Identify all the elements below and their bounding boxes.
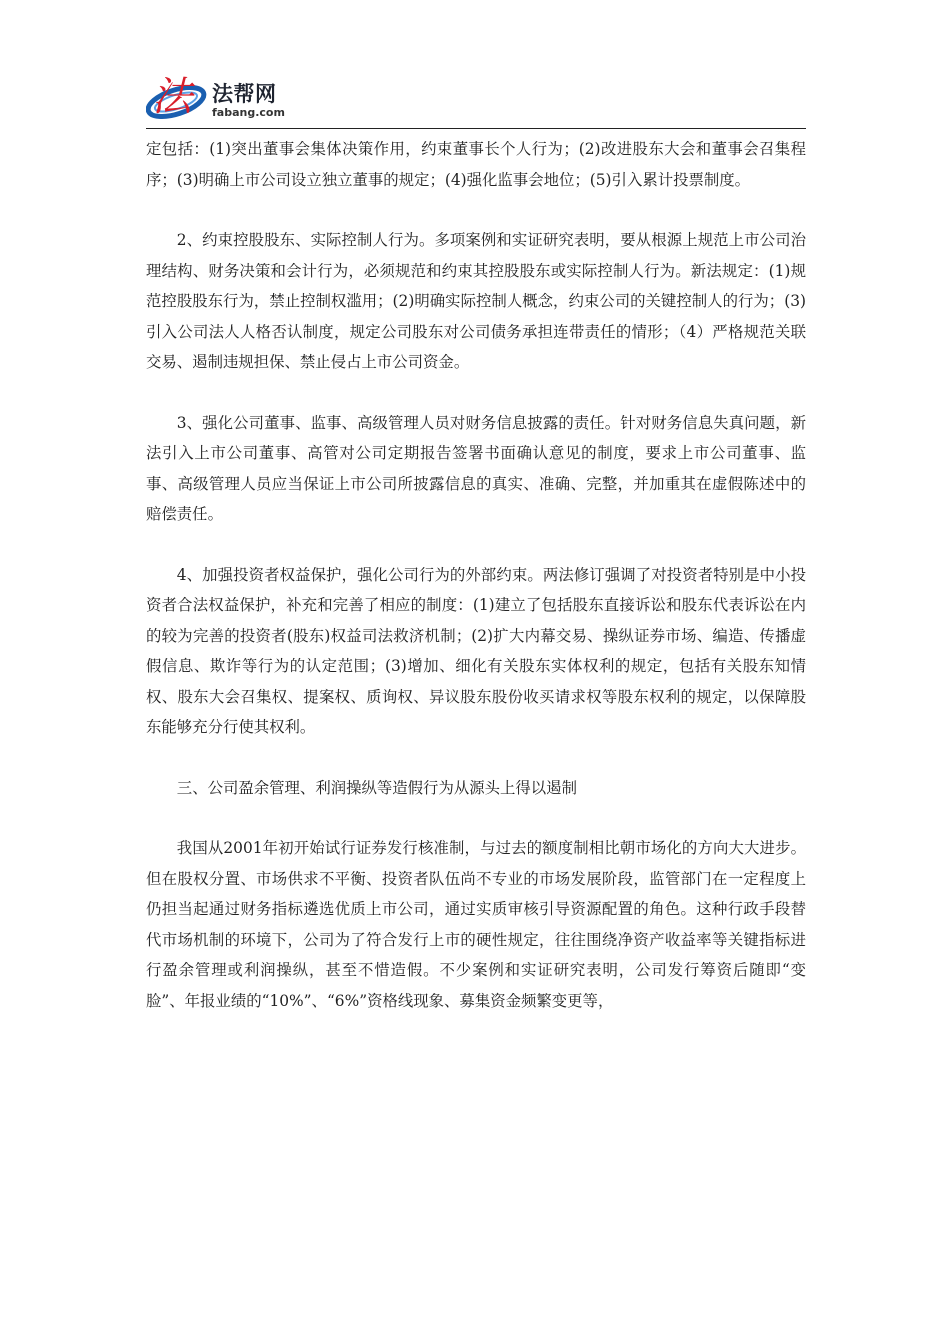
fabang-logo-icon bbox=[146, 66, 210, 126]
paragraph-item-4: 4、加强投资者权益保护，强化公司行为的外部约束。两法修订强调了对投资者特别是中小投资者合法权益保护，补充和完善了相应的制度：(1)建立了包括股东直接诉讼和股东代表诉讼在内的较为完善的投资者(股东)权益司法救济机制；(2)扩大内幕交易、操纵证券市场、编造、传播虚假信息、欺诈等行为的认定范围；(3)增加、细化有关股东实体权利的规定，包括有关股东知情权、股东大会召集权、提案权、质询权、异议股东股份收买请求权等股东权利的规定，以保障股东能够充分行使其权利。 bbox=[146, 565, 806, 736]
logo-mark-glyph: 法 bbox=[152, 74, 192, 120]
paragraph-gap bbox=[146, 378, 806, 408]
paragraph-item-3: 3、强化公司董事、监事、高级管理人员对财务信息披露的责任。针对财务信息失真问题，新法引入上市公司董事、高管对公司定期报告签署书面确认意见的制度，要求上市公司董事、监事、高级管理人员应当保证上市公司所披露信息的真实、准确、完整，并加重其在虚假陈述中的赔偿责任。 bbox=[146, 413, 806, 523]
site-name[interactable]: 法帮网 bbox=[212, 82, 277, 106]
site-domain[interactable]: fabang.com bbox=[212, 106, 285, 119]
paragraph-gap bbox=[146, 195, 806, 225]
paragraph-gap bbox=[146, 803, 806, 833]
header-divider bbox=[146, 128, 806, 129]
paragraph-gap bbox=[146, 530, 806, 560]
document-body bbox=[146, 134, 806, 1016]
section-heading: 三、公司盈余管理、利润操纵等造假行为从源头上得以遏制 bbox=[176, 778, 577, 797]
paragraph-item-2: 2、约束控股股东、实际控制人行为。多项案例和实证研究表明，要从根源上规范上市公司治理结构、财务决策和会计行为，必须规范和约束其控股股东或实际控制人行为。新法规定：(1)规范控股股东行为，禁止控制权滥用；(2)明确实际控制人概念，约束公司的关键控制人的行为；(3)引入公司法人人格否认制度，规定公司股东对公司债务承担连带责任的情形；（4）严格规范关联交易、遏制违规担保、禁止侵占上市公司资金。 bbox=[146, 231, 806, 371]
page-header bbox=[146, 66, 806, 126]
paragraph-continued: 定包括：(1)突出董事会集体决策作用，约束董事长个人行为；(2)改进股东大会和董事会召集程序；(3)明确上市公司设立独立董事的规定；(4)强化监事会地位；(5)引入累计投票制度。 bbox=[146, 140, 806, 189]
paragraph-section-3-body: 我国从2001年初开始试行证券发行核准制，与过去的额度制相比朝市场化的方向大大进步。但在股权分置、市场供求不平衡、投资者队伍尚不专业的市场发展阶段，监管部门在一定程度上仍担当起通过财务指标遴选优质上市公司，通过实质审核引导资源配置的角色。这种行政手段替代市场机制的环境下，公司为了符合发行上市的硬性规定，往往围绕净资产收益率等关键指标进行盈余管理或利润操纵，甚至不惜造假。不少案例和实证研究表明，公司发行筹资后随即“变脸”、年报业绩的“10%”、“6%”资格线现象、募集资金频繁变更等， bbox=[146, 839, 806, 1010]
paragraph-gap bbox=[146, 743, 806, 773]
